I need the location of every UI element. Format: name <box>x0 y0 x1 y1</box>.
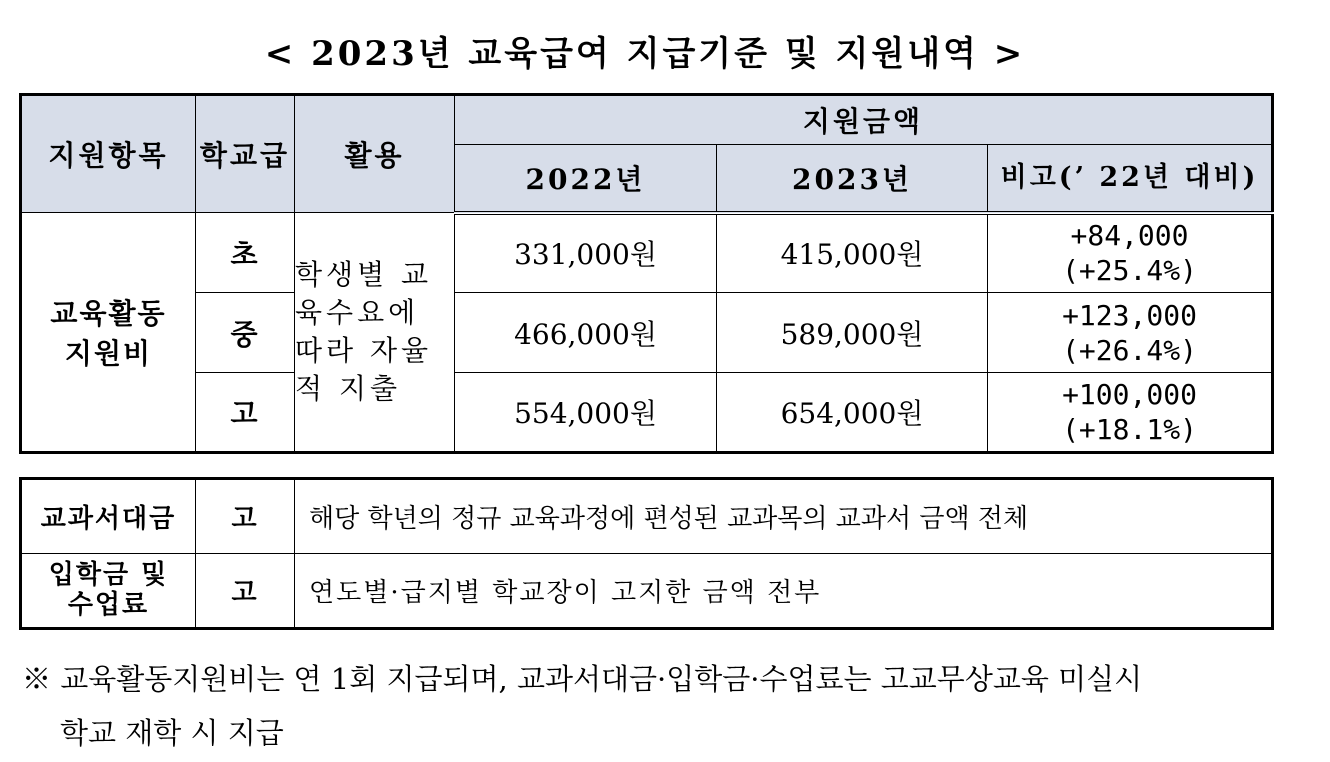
table-row <box>21 293 1273 373</box>
school-level-cell: 중 <box>196 293 295 373</box>
header-school-level: 학교급 <box>196 95 295 213</box>
textbook-tuition-table <box>19 477 1274 630</box>
table-row <box>21 554 1273 629</box>
description-cell: 해당 학년의 정규 교육과정에 편성된 교과목의 교과서 금액 전체 <box>295 479 1273 554</box>
header-2023: 2023년 <box>717 145 988 213</box>
diff-percent: (+25.4%) <box>1062 254 1197 288</box>
footnote-line-1: ※ 교육활동지원비는 연 1회 지급되며, 교과서대금·입학금·수업료는 고교무상교육 미실시 <box>22 662 1143 696</box>
note-cell <box>988 213 1273 293</box>
table-row <box>21 479 1273 554</box>
usage-cell: 학생별 교육수요에 따라 자율적 지출 <box>295 213 455 453</box>
description-cell: 연도별·급지별 학교장이 고지한 금액 전부 <box>295 554 1273 629</box>
amount-2023-cell: 415,000원 <box>717 213 988 293</box>
diff-percent: (+18.1%) <box>1062 413 1197 446</box>
note-cell <box>988 293 1273 373</box>
diff-amount: +100,000 <box>1062 378 1197 411</box>
item-name-cell: 교과서대금 <box>21 479 196 554</box>
amount-2022-cell: 554,000원 <box>455 373 717 453</box>
school-level-cell: 고 <box>196 479 295 554</box>
header-note: 비고(’ 22년 대비) <box>988 145 1273 213</box>
diff-amount: +84,000 <box>1070 219 1189 253</box>
amount-2023-cell: 654,000원 <box>717 373 988 453</box>
diff-percent: (+26.4%) <box>1062 333 1197 367</box>
school-level-cell: 고 <box>196 373 295 453</box>
header-item: 지원항목 <box>21 95 196 213</box>
table-row <box>21 213 1273 293</box>
education-benefit-table <box>19 93 1274 454</box>
header-usage: 활용 <box>295 95 455 213</box>
amount-2022-cell: 466,000원 <box>455 293 717 373</box>
header-amount-group: 지원금액 <box>455 95 1273 145</box>
footnote <box>22 652 1142 760</box>
footnote-line-2: 학교 재학 시 지급 <box>60 716 284 750</box>
table-row <box>21 373 1273 453</box>
item-name-cell: 입학금 및 수업료 <box>21 554 196 629</box>
school-level-cell: 고 <box>196 554 295 629</box>
note-cell <box>988 373 1273 453</box>
amount-2023-cell: 589,000원 <box>717 293 988 373</box>
header-2022: 2022년 <box>455 145 717 213</box>
amount-2022-cell: 331,000원 <box>455 213 717 293</box>
diff-amount: +123,000 <box>1062 298 1197 332</box>
item-name-cell: 교육활동지원비 <box>21 213 196 453</box>
school-level-cell: 초 <box>196 213 295 293</box>
page-title: < 2023년 교육급여 지급기준 및 지원내역 > <box>264 34 1026 74</box>
